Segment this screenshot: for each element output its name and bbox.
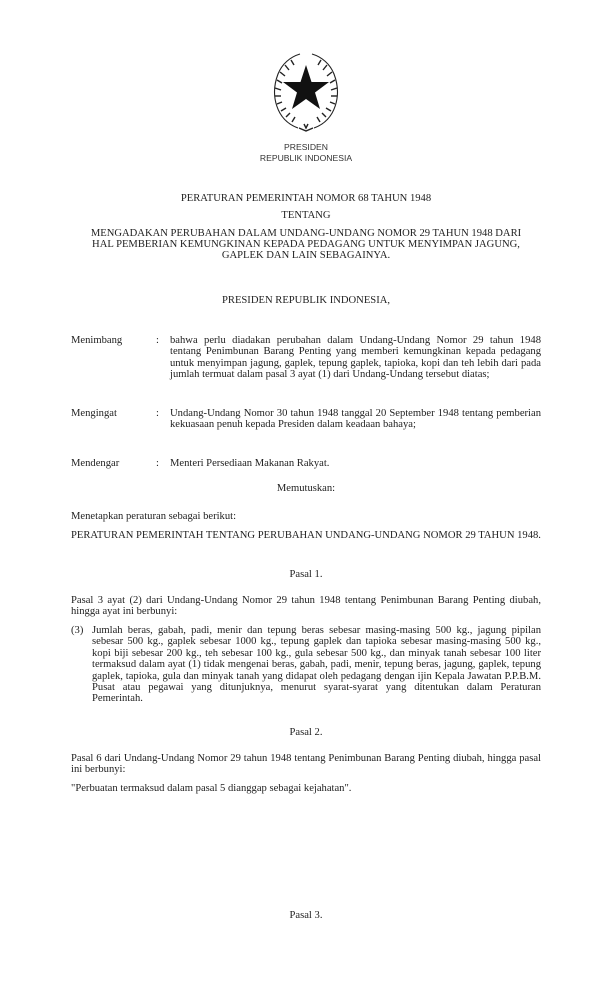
colon: : xyxy=(156,458,159,469)
colon: : xyxy=(156,335,159,346)
consideration-text: Undang-Undang Nomor 30 tahun 1948 tanggal 20 September 1948 tentang pemberian kekuasaan penuh kepada Presiden dalam keadaan bahaya; xyxy=(170,408,541,431)
pasal-1-intro: Pasal 3 ayat (2) dari Undang-Undang Nomor 29 tahun 1948 tentang Penimbunan Barang Penting diubah, hingga ayat ini berbunyi: xyxy=(71,595,541,618)
presidential-emblem xyxy=(268,50,344,134)
item-text: Jumlah beras, gabah, padi, menir dan tepung beras sebesar masing-masing 500 kg., jagung pipilan sebesar 500 kg., gaplek sebesar 1000 kg., tepung gaplek dan tapioka sebesar masing-masing 500 kg., kopi biji sebesar 200 kg., teh sebesar 100 kg., gula sebesar 500 kg., dan minyak tanah sebesar 100 liter termaksud dalam ayat (1) tidak mengenai beras, gabah, padi, menir, tepung beras, jagung, gaplek, tepung gaplek, tapioka, gula dan minyak tanah yang didapat oleh pedagang dengan ijin Kepala Jawatan P.P.B.M. Pusat atau pegawai yang ditunjuknya, menurut syarat-syarat yang ditentukan dalam Peraturan Pemerintah. xyxy=(92,625,541,705)
subject-line-1: MENGADAKAN PERUBAHAN DALAM UNDANG-UNDANG NOMOR 29 TAHUN 1948 DARI xyxy=(90,228,522,239)
consideration-label: Mendengar xyxy=(71,458,120,469)
pasal-3-heading: Pasal 3. xyxy=(289,910,323,921)
star-wreath-icon xyxy=(268,50,344,134)
pasal-2-intro: Pasal 6 dari Undang-Undang Nomor 29 tahun 1948 tentang Penimbunan Barang Penting diubah, hingga pasal ini berbunyi: xyxy=(71,753,541,776)
colon: : xyxy=(156,408,159,419)
memutuskan-heading: Memutuskan: xyxy=(276,483,336,494)
menetapkan-text: Menetapkan peraturan sebagai berikut: xyxy=(71,511,237,522)
tentang-label: TENTANG xyxy=(281,210,331,221)
issuer: PRESIDEN REPUBLIK INDONESIA, xyxy=(221,295,391,306)
document-title: PERATURAN PEMERINTAH NOMOR 68 TAHUN 1948 xyxy=(180,193,432,204)
pasal-1-heading: Pasal 1. xyxy=(289,569,323,580)
item-number: (3) xyxy=(71,625,84,636)
subject-line-3: GAPLEK DAN LAIN SEBAGAINYA. xyxy=(221,250,391,261)
consideration-text: bahwa perlu diadakan perubahan dalam Undang-Undang Nomor 29 tahun 1948 tentang Penimbunan Barang Penting yang memberi kemungkinan kepada pedagang untuk menyimpan jagung, gaplek, tepung gaplek, tapioka, kopi dan teh lebih dari pada jumlah termuat dalam pasal 3 ayat (1) dari Undang-Undang tersebut diatas; xyxy=(170,335,541,381)
header-presiden: PRESIDEN xyxy=(284,142,328,152)
consideration-text: Menteri Persediaan Makanan Rakyat. xyxy=(170,458,330,469)
subject-line-2: HAL PEMBERIAN KEMUNGKINAN KEPADA PEDAGANG UNTUK MENYIMPAN JAGUNG, xyxy=(92,239,520,250)
consideration-label: Mengingat xyxy=(71,408,117,419)
header-republik: REPUBLIK INDONESIA xyxy=(259,153,353,163)
pasal-2-heading: Pasal 2. xyxy=(289,727,323,738)
regulation-title: PERATURAN PEMERINTAH TENTANG PERUBAHAN UNDANG-UNDANG NOMOR 29 TAHUN 1948. xyxy=(71,530,541,541)
consideration-label: Menimbang xyxy=(71,335,123,346)
pasal-2-quote: "Perbuatan termaksud dalam pasal 5 dianggap sebagai kejahatan". xyxy=(71,783,352,794)
